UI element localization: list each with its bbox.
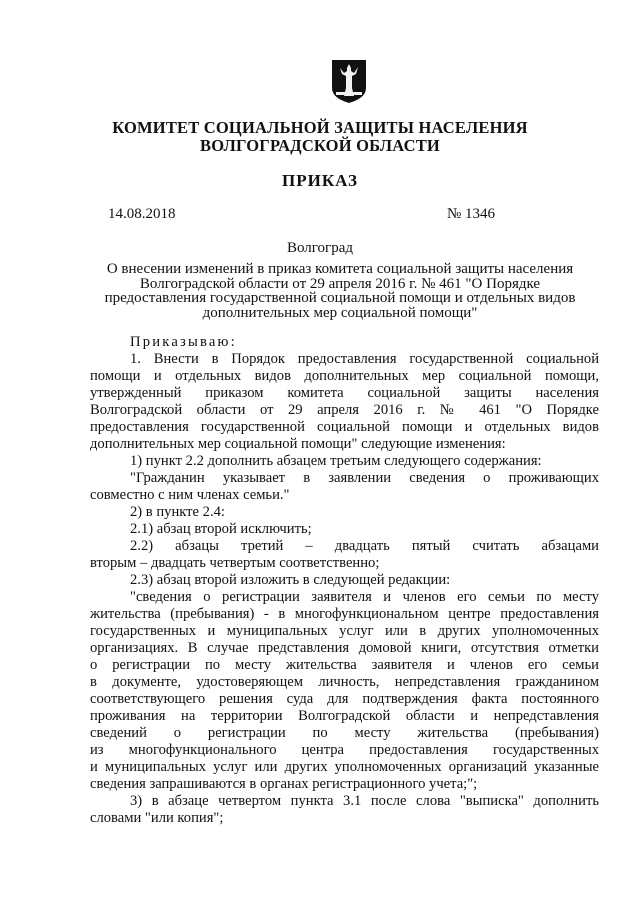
body-line: соответствующего решения суда для подтверждения факта постоянного <box>90 691 599 707</box>
body-line: "сведения о регистрации заявителя и членов его семьи по месту <box>130 589 599 605</box>
body-line: проживания на территории Волгоградской области и непредставления <box>90 708 599 724</box>
document-number: № 1346 <box>447 206 496 222</box>
subject-line: Волгоградской области от 29 апреля 2016 г. № 461 "О Порядке <box>139 275 541 292</box>
body-line: 2.3) абзац второй изложить в следующей редакции: <box>130 572 451 588</box>
body-line: 1) пункт 2.2 дополнить абзацем третьим следующего содержания: <box>130 453 542 469</box>
body-line: государственных и муниципальных услуг или в других уполномоченных <box>90 623 599 639</box>
body-line: сведений о регистрации по месту жительства (пребывания) <box>90 725 599 741</box>
body-line: и муниципальных услуг или других уполномоченных организаций указанные <box>90 759 599 775</box>
body-line: 2.1) абзац второй исключить; <box>130 521 312 537</box>
body-line: жительства (пребывания) - в многофункциональном центре предоставления <box>90 606 599 622</box>
subject-line: дополнительных мер социальной помощи" <box>202 304 478 321</box>
document-type: ПРИКАЗ <box>282 171 358 190</box>
body-line: помощи и отдельных видов дополнительных мер социальной помощи, <box>90 368 599 384</box>
body-line: предоставления государственной социальной помощи и отдельных видов <box>90 419 599 435</box>
body-line: дополнительных мер социальной помощи" следующие изменения: <box>90 436 506 452</box>
body-line: "Гражданин указывает в заявлении сведения о проживающих <box>130 470 599 486</box>
body-line: в документе, удостоверяющем личность, непредставления гражданином <box>90 674 599 690</box>
body-line: 2) в пункте 2.4: <box>130 504 225 520</box>
body-line: организациях. В случае представления домовой книги, отсутствия отметки <box>90 640 599 656</box>
document-subject <box>100 262 580 320</box>
organization-name-line1: КОМИТЕТ СОЦИАЛЬНОЙ ЗАЩИТЫ НАСЕЛЕНИЯ <box>112 118 528 137</box>
body-line: о регистрации по месту жительства заявителя и членов его семьи <box>90 657 599 673</box>
body-line: утвержденный приказом комитета социальной защиты населения <box>90 385 599 401</box>
volgograd-emblem-icon <box>330 58 368 104</box>
body-line: 3) в абзаце четвертом пункта 3.1 после слова "выписка" дополнить <box>130 793 599 809</box>
document-city: Волгоград <box>286 240 353 256</box>
subject-line: О внесении изменений в приказ комитета социальной защиты населения <box>106 261 574 277</box>
body-line: Приказываю: <box>130 334 237 350</box>
body-line: совместно с ним членах семьи." <box>90 487 290 503</box>
body-line: сведения запрашиваются в органах регистрационного учета;"; <box>90 776 478 792</box>
body-line: 1. Внести в Порядок предоставления государственной социальной <box>130 351 599 367</box>
body-line: вторым – двадцать четвертым соответственно; <box>90 555 380 571</box>
subject-line: предоставления государственной социальной помощи и отдельных видов <box>104 290 576 306</box>
body-line: Волгоградской области от 29 апреля 2016 г. № 461 "О Порядке <box>90 402 599 418</box>
body-line: 2.2) абзацы третий – двадцать пятый считать абзацами <box>130 538 599 554</box>
body-line: словами "или копия"; <box>90 810 224 826</box>
document-date: 14.08.2018 <box>108 206 176 222</box>
document-body <box>90 334 599 827</box>
organization-name-line2: ВОЛГОГРАДСКОЙ ОБЛАСТИ <box>200 136 440 155</box>
body-line: из многофункционального центра предоставления государственных <box>90 742 599 758</box>
